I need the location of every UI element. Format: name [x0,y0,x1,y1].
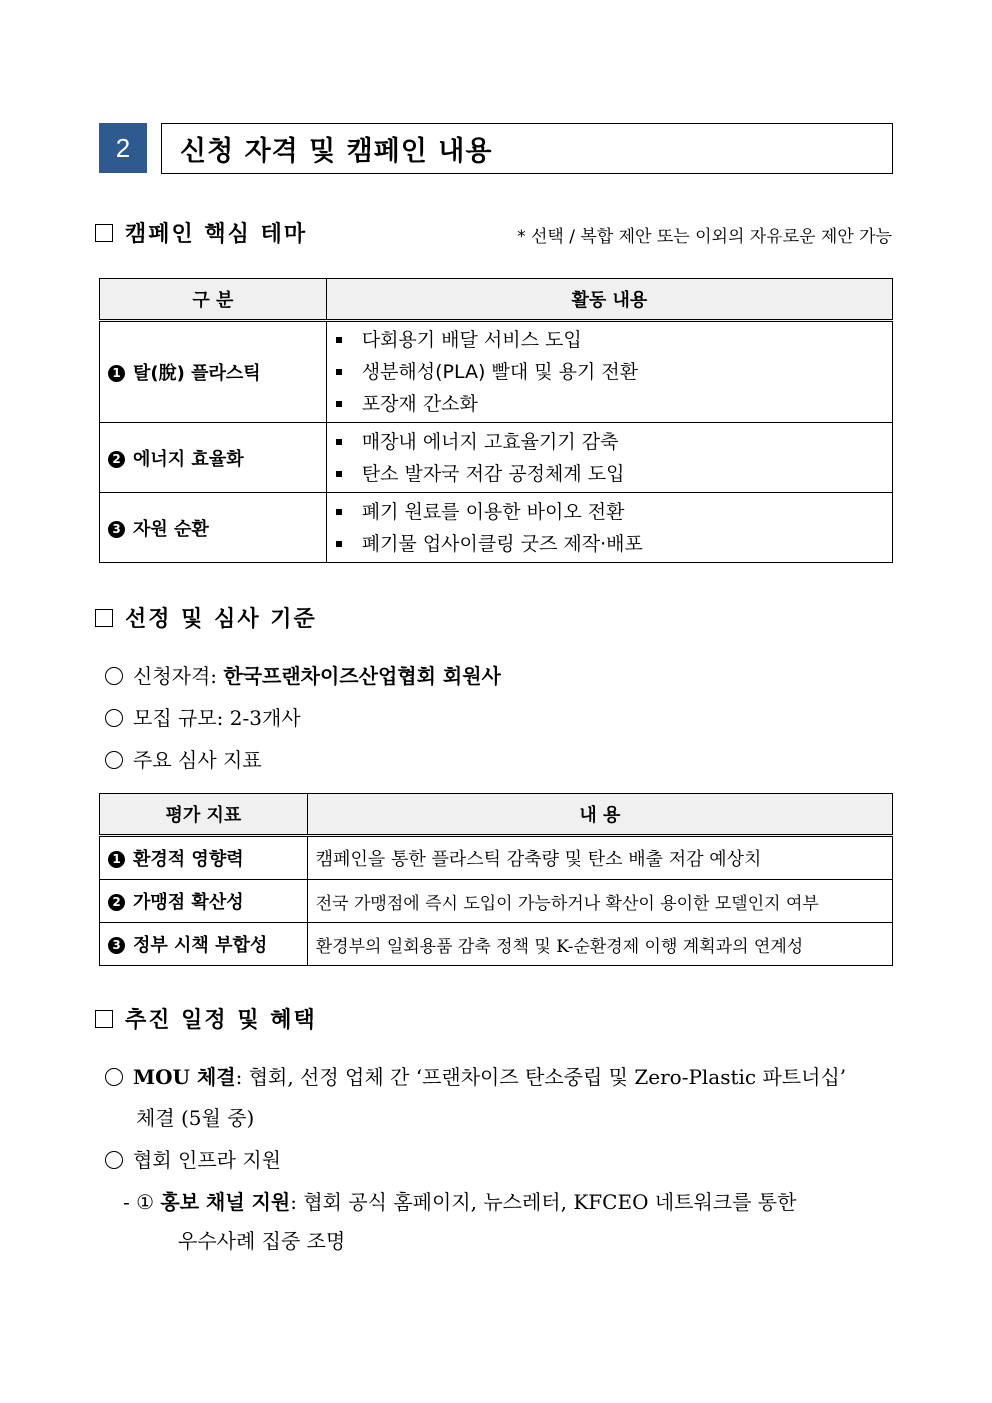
table-row [100,923,893,966]
circle-bullet-icon [105,1151,123,1169]
list-item: 폐기 원료를 이용한 바이오 전환 [336,496,891,528]
themes-header-cat: 구 분 [100,279,327,321]
theme-label: 탈(脫) 플라스틱 [133,363,261,384]
themes-heading-text: 캠페인 핵심 테마 [125,222,308,247]
criteria-metric [100,836,308,880]
scale-text: 모집 규모: 2-3개사 [133,706,301,730]
promo-line-2: 우수사례 집중 조명 [178,1229,346,1253]
list-item: 다회용기 배달 서비스 도입 [336,324,891,356]
section-title-box [161,123,893,174]
list-item: 폐기물 업사이클링 굿즈 제작·배포 [336,528,891,560]
criteria-label: 환경적 영향력 [133,849,244,870]
list-item: 생분해성(PLA) 빨대 및 용기 전환 [336,356,891,388]
number-1-icon: 1 [108,365,125,382]
schedule-heading [95,1003,317,1034]
list-item: 탄소 발자국 저감 공정체계 도입 [336,458,891,490]
number-3-icon: 3 [108,937,125,954]
mou-label: MOU 체결 [133,1065,236,1089]
table-row [100,836,893,880]
infra-line [105,1144,281,1173]
promo-label: 홍보 채널 지원 [160,1190,291,1214]
criteria-intro-text: 주요 심사 지표 [133,748,262,772]
selection-heading-text: 선정 및 심사 기준 [125,607,317,632]
mou-line [105,1061,846,1090]
theme-category [100,321,327,423]
theme-category [100,493,327,563]
table-row [100,423,893,493]
criteria-table [99,793,893,966]
promo-line [123,1186,796,1215]
mou-text: : 협회, 선정 업체 간 ‘프랜차이즈 탄소중립 및 Zero-Plastic 파트너십’ [235,1065,847,1089]
themes-note: * 선택 / 복합 제안 또는 이외의 자유로운 제안 가능 [517,227,892,247]
themes-table [99,278,893,563]
number-1-icon: 1 [108,851,125,868]
theme-label: 자원 순환 [133,518,209,540]
criteria-content: 캠페인을 통한 플라스틱 감축량 및 탄소 배출 저감 예상치 [307,836,892,880]
themes-header-content: 활동 내용 [326,279,892,321]
checkbox-icon [95,609,113,627]
theme-label: 에너지 효율화 [133,448,244,470]
theme-items [326,321,892,423]
criteria-header-content: 내 용 [307,794,892,836]
infra-text: 협회 인프라 지원 [133,1148,281,1172]
eligibility-label: 신청자격: [133,664,224,688]
scale-line [105,702,301,731]
mou-line-2: 체결 (5월 중) [136,1106,255,1130]
number-3-icon: 3 [108,521,125,538]
criteria-content: 전국 가맹점에 즉시 도입이 가능하거나 확산이 용이한 모델인지 여부 [307,880,892,923]
selection-heading [95,602,317,633]
criteria-metric [100,923,308,966]
table-row [100,321,893,423]
theme-items [326,493,892,563]
number-2-icon: 2 [108,451,125,468]
checkbox-icon [95,1010,113,1028]
checkbox-icon [95,224,113,242]
section-number: 2 [99,123,147,173]
promo-prefix: - ① [123,1190,161,1214]
promo-text: : 협회 공식 홈페이지, 뉴스레터, KFCEO 네트워크를 통한 [290,1190,797,1214]
criteria-intro-line [105,744,262,773]
circle-bullet-icon [105,1068,123,1086]
list-item: 매장내 에너지 고효율기기 감축 [336,426,891,458]
criteria-header-metric: 평가 지표 [100,794,308,836]
theme-category [100,423,327,493]
circle-bullet-icon [105,667,123,685]
table-row [100,880,893,923]
circle-bullet-icon [105,751,123,769]
table-row [100,493,893,563]
number-2-icon: 2 [108,894,125,911]
criteria-label: 정부 시책 부합성 [133,935,268,956]
themes-heading [95,217,307,248]
list-item: 포장재 간소화 [336,388,891,420]
schedule-heading-text: 추진 일정 및 혜택 [125,1008,317,1033]
theme-items [326,423,892,493]
section-title: 신청 자격 및 캠페인 내용 [180,136,493,167]
eligibility-line [105,660,501,689]
criteria-label: 가맹점 확산성 [133,892,244,913]
criteria-metric [100,880,308,923]
circle-bullet-icon [105,709,123,727]
eligibility-value: 한국프랜차이즈산업협회 회원사 [223,664,501,688]
criteria-content: 환경부의 일회용품 감축 정책 및 K-순환경제 이행 계획과의 연계성 [307,923,892,966]
